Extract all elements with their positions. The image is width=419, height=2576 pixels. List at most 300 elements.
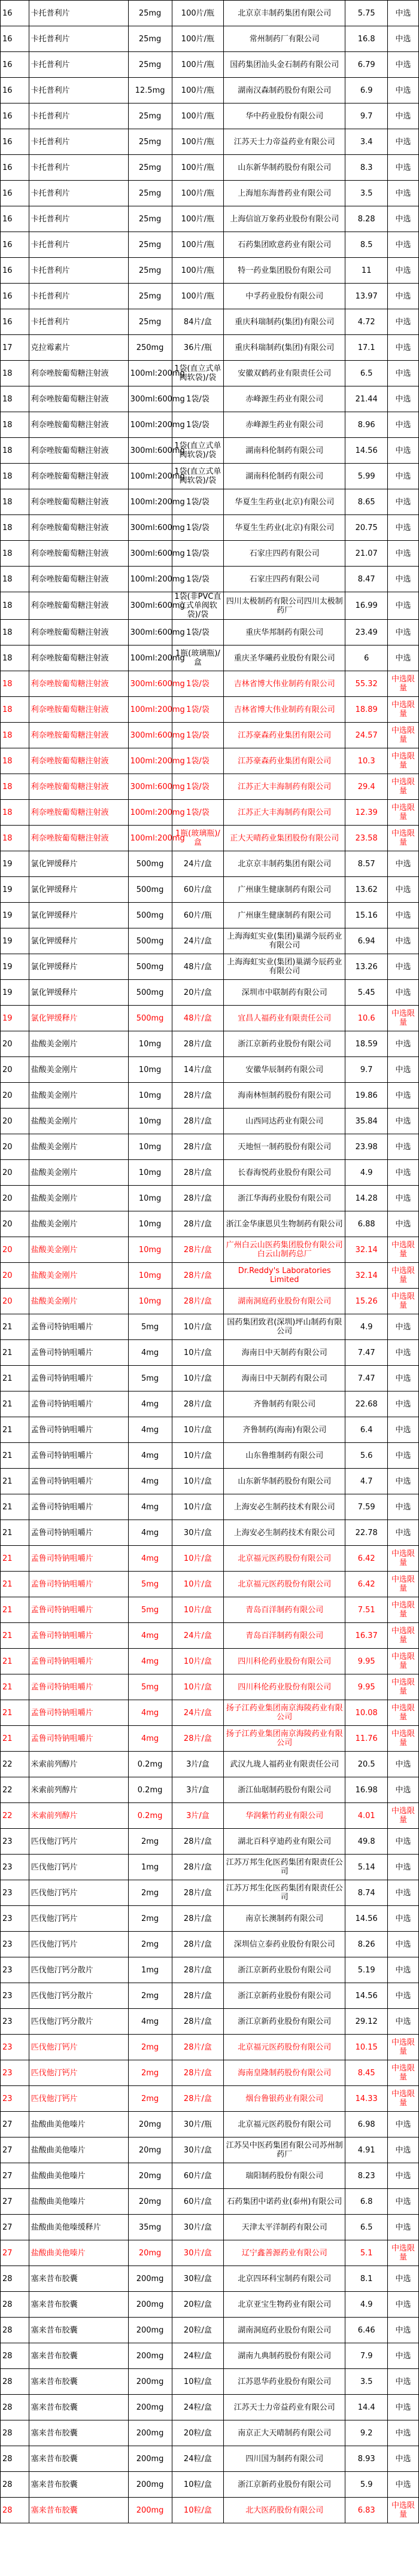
- price-cell: 4.9: [345, 2292, 388, 2318]
- price-cell: 4.9: [345, 1314, 388, 1340]
- specification-cell: 25mg: [128, 26, 172, 52]
- drug-name-cell: 卡托普利片: [29, 284, 128, 309]
- drug-name-cell: 匹伐他汀钙片: [29, 1855, 128, 1880]
- drug-name-cell: 匹伐他汀钙片: [29, 2086, 128, 2112]
- table-row: [1, 1674, 419, 1700]
- group-number-cell: 18: [1, 748, 29, 774]
- package-cell: 1袋/袋: [172, 774, 224, 800]
- price-cell: 9.95: [345, 1674, 388, 1700]
- package-cell: 28片/盒: [172, 1289, 224, 1314]
- specification-cell: 10mg: [128, 1237, 172, 1263]
- drug-name-cell: 利奈唑胺葡萄糖注射液: [29, 774, 128, 800]
- package-cell: 1瓶(玻璃瓶)/盒: [172, 826, 224, 851]
- result-cell: 中选限量: [388, 748, 419, 774]
- price-cell: 29.4: [345, 774, 388, 800]
- group-number-cell: 28: [1, 2420, 29, 2446]
- result-cell: 中选: [388, 2292, 419, 2318]
- table-row: [1, 1109, 419, 1134]
- package-cell: 30片/盒: [172, 1520, 224, 1546]
- group-number-cell: 18: [1, 438, 29, 464]
- specification-cell: 10mg: [128, 1031, 172, 1057]
- group-number-cell: 28: [1, 2343, 29, 2369]
- price-cell: 14.28: [345, 1186, 388, 1211]
- price-cell: 6.42: [345, 1572, 388, 1597]
- table-row: [1, 2420, 419, 2446]
- table-row: [1, 1700, 419, 1726]
- package-cell: 100片/瓶: [172, 129, 224, 155]
- price-cell: 6.5: [345, 2215, 388, 2240]
- result-cell: 中选: [388, 464, 419, 489]
- specification-cell: 300ml:600mg: [128, 541, 172, 567]
- drug-name-cell: 孟鲁司特钠咀嚼片: [29, 1674, 128, 1700]
- group-number-cell: 16: [1, 258, 29, 284]
- specification-cell: 4mg: [128, 1443, 172, 1469]
- company-cell: 浙江京新药业股份有限公司: [224, 2009, 345, 2035]
- package-cell: 100片/瓶: [172, 155, 224, 181]
- price-cell: 13.62: [345, 877, 388, 903]
- group-number-cell: 28: [1, 2395, 29, 2420]
- table-row: [1, 1469, 419, 1494]
- specification-cell: 100ml:200mg: [128, 826, 172, 851]
- company-cell: 浙江华海药业股份有限公司: [224, 1186, 345, 1211]
- drug-name-cell: 卡托普利片: [29, 52, 128, 78]
- drug-name-cell: 克拉霉素片: [29, 335, 128, 361]
- company-cell: 浙江金华康恩贝生物制药有限公司: [224, 1211, 345, 1237]
- drug-name-cell: 利奈唑胺葡萄糖注射液: [29, 697, 128, 723]
- package-cell: 10片/盒: [172, 1649, 224, 1674]
- drug-name-cell: 利奈唑胺葡萄糖注射液: [29, 826, 128, 851]
- price-cell: 13.97: [345, 284, 388, 309]
- drug-name-cell: 孟鲁司特钠咀嚼片: [29, 1417, 128, 1443]
- table-row: [1, 386, 419, 412]
- group-number-cell: 20: [1, 1134, 29, 1160]
- specification-cell: 25mg: [128, 129, 172, 155]
- table-row: [1, 2060, 419, 2086]
- table-row: [1, 697, 419, 723]
- drug-name-cell: 孟鲁司特钠咀嚼片: [29, 1597, 128, 1623]
- group-number-cell: 23: [1, 2086, 29, 2112]
- price-cell: 32.14: [345, 1237, 388, 1263]
- result-cell: 中选限量: [388, 2240, 419, 2266]
- specification-cell: 2mg: [128, 1906, 172, 1932]
- result-cell: 中选: [388, 2215, 419, 2240]
- company-cell: 江苏天士力帝益药业有限公司: [224, 2395, 345, 2420]
- company-cell: 赤峰源生药业有限公司: [224, 386, 345, 412]
- price-cell: 4.01: [345, 1803, 388, 1829]
- table-row: [1, 1623, 419, 1649]
- price-cell: 16.8: [345, 26, 388, 52]
- drug-name-cell: 米索前列醇片: [29, 1777, 128, 1803]
- specification-cell: 200mg: [128, 2395, 172, 2420]
- company-cell: 广州康生健康制药有限公司: [224, 903, 345, 928]
- package-cell: 28片/盒: [172, 1160, 224, 1186]
- result-cell: 中选: [388, 52, 419, 78]
- group-number-cell: 16: [1, 181, 29, 206]
- specification-cell: 2mg: [128, 1880, 172, 1906]
- table-row: [1, 2240, 419, 2266]
- table-row: [1, 1855, 419, 1880]
- drug-name-cell: 匹伐他汀钙分散片: [29, 1983, 128, 2009]
- specification-cell: 300ml:600mg: [128, 592, 172, 620]
- company-cell: 湖南洞庭药业股份有限公司: [224, 1289, 345, 1314]
- result-cell: 中选: [388, 2395, 419, 2420]
- result-cell: 中选: [388, 489, 419, 515]
- group-number-cell: 18: [1, 620, 29, 645]
- price-cell: 6.8: [345, 2189, 388, 2215]
- drug-name-cell: 利奈唑胺葡萄糖注射液: [29, 489, 128, 515]
- result-cell: 中选: [388, 954, 419, 980]
- group-number-cell: 18: [1, 567, 29, 592]
- table-row: [1, 1494, 419, 1520]
- table-row: [1, 2215, 419, 2240]
- table-row: [1, 1803, 419, 1829]
- package-cell: 1袋/袋: [172, 515, 224, 541]
- result-cell: 中选: [388, 284, 419, 309]
- group-number-cell: 18: [1, 645, 29, 671]
- company-cell: 重庆科瑞制药(集团)有限公司: [224, 335, 345, 361]
- result-cell: 中选: [388, 1057, 419, 1083]
- package-cell: 3片/盒: [172, 1803, 224, 1829]
- table-row: [1, 2163, 419, 2189]
- result-cell: 中选: [388, 1494, 419, 1520]
- drug-name-cell: 利奈唑胺葡萄糖注射液: [29, 592, 128, 620]
- drug-name-cell: 米索前列醇片: [29, 1803, 128, 1829]
- price-cell: 8.1: [345, 2266, 388, 2292]
- company-cell: 北京亚宝生物药业有限公司: [224, 2292, 345, 2318]
- specification-cell: 200mg: [128, 2266, 172, 2292]
- result-cell: 中选: [388, 1469, 419, 1494]
- table-row: [1, 181, 419, 206]
- specification-cell: 200mg: [128, 2292, 172, 2318]
- group-number-cell: 20: [1, 1211, 29, 1237]
- drug-name-cell: 卡托普利片: [29, 78, 128, 103]
- table-row: [1, 1314, 419, 1340]
- price-cell: 32.14: [345, 1263, 388, 1289]
- result-cell: 中选: [388, 1109, 419, 1134]
- price-cell: 21.07: [345, 541, 388, 567]
- price-cell: 10.08: [345, 1700, 388, 1726]
- drug-name-cell: 盐酸美金刚片: [29, 1186, 128, 1211]
- company-cell: 上海旭东海普药业有限公司: [224, 181, 345, 206]
- table-row: [1, 1649, 419, 1674]
- table-row: [1, 103, 419, 129]
- group-number-cell: 23: [1, 1829, 29, 1855]
- package-cell: 10粒/盒: [172, 2472, 224, 2498]
- result-cell: 中选: [388, 620, 419, 645]
- specification-cell: 4mg: [128, 1546, 172, 1572]
- result-cell: 中选: [388, 2137, 419, 2163]
- drug-name-cell: 匹伐他汀钙片: [29, 1880, 128, 1906]
- table-row: [1, 464, 419, 489]
- result-cell: 中选限量: [388, 1572, 419, 1597]
- package-cell: 10片/盒: [172, 1674, 224, 1700]
- package-cell: 100片/瓶: [172, 78, 224, 103]
- price-cell: 6.4: [345, 1417, 388, 1443]
- company-cell: 北京福元医药股份有限公司: [224, 2035, 345, 2060]
- company-cell: 瑞阳制药股份有限公司: [224, 2163, 345, 2189]
- specification-cell: 300ml:600mg: [128, 774, 172, 800]
- table-row: [1, 52, 419, 78]
- drug-name-cell: 卡托普利片: [29, 155, 128, 181]
- company-cell: 上海信谊万象药业股份有限公司: [224, 206, 345, 232]
- group-number-cell: 18: [1, 541, 29, 567]
- drug-name-cell: 氯化钾缓释片: [29, 928, 128, 954]
- price-cell: 15.26: [345, 1289, 388, 1314]
- company-cell: 安徽双鹤药业有限责任公司: [224, 361, 345, 386]
- company-cell: 国药集团汕头金石制药有限公司: [224, 52, 345, 78]
- result-cell: 中选: [388, 206, 419, 232]
- result-cell: 中选: [388, 1777, 419, 1803]
- result-cell: 中选: [388, 1314, 419, 1340]
- price-cell: 7.47: [345, 1366, 388, 1391]
- specification-cell: 2mg: [128, 2060, 172, 2086]
- price-cell: 20.75: [345, 515, 388, 541]
- specification-cell: 5mg: [128, 1366, 172, 1391]
- result-cell: 中选: [388, 2369, 419, 2395]
- result-cell: 中选限量: [388, 723, 419, 748]
- price-cell: 8.23: [345, 2163, 388, 2189]
- specification-cell: 10mg: [128, 1057, 172, 1083]
- price-cell: 16.98: [345, 1777, 388, 1803]
- package-cell: 20片/盒: [172, 980, 224, 1006]
- result-cell: 中选: [388, 129, 419, 155]
- result-cell: 中选: [388, 645, 419, 671]
- price-cell: 6.79: [345, 52, 388, 78]
- company-cell: 齐鲁制药(海南)有限公司: [224, 1417, 345, 1443]
- price-cell: 9.7: [345, 1057, 388, 1083]
- specification-cell: 200mg: [128, 2343, 172, 2369]
- drug-name-cell: 塞来昔布胶囊: [29, 2369, 128, 2395]
- group-number-cell: 27: [1, 2112, 29, 2137]
- result-cell: 中选: [388, 232, 419, 258]
- result-cell: 中选: [388, 1211, 419, 1237]
- table-row: [1, 78, 419, 103]
- package-cell: 10片/盒: [172, 1469, 224, 1494]
- package-cell: 30片/盒: [172, 2240, 224, 2266]
- company-cell: 山东新华制药股份有限公司: [224, 155, 345, 181]
- package-cell: 28片/盒: [172, 2060, 224, 2086]
- company-cell: 华夏生生药业(北京)有限公司: [224, 515, 345, 541]
- table-row: [1, 2009, 419, 2035]
- group-number-cell: 21: [1, 1726, 29, 1752]
- group-number-cell: 16: [1, 284, 29, 309]
- company-cell: 浙江京新药业股份有限公司: [224, 1957, 345, 1983]
- package-cell: 1袋/袋: [172, 386, 224, 412]
- price-cell: 22.68: [345, 1391, 388, 1417]
- company-cell: 华中药业股份有限公司: [224, 103, 345, 129]
- specification-cell: 2mg: [128, 2086, 172, 2112]
- table-row: [1, 592, 419, 620]
- table-row: [1, 2369, 419, 2395]
- result-cell: 中选: [388, 2472, 419, 2498]
- drug-name-cell: 盐酸曲美他嗪片: [29, 2189, 128, 2215]
- result-cell: 中选限量: [388, 697, 419, 723]
- specification-cell: 10mg: [128, 1134, 172, 1160]
- company-cell: 特一药业集团股份有限公司: [224, 258, 345, 284]
- package-cell: 28片/盒: [172, 2009, 224, 2035]
- specification-cell: 300ml:600mg: [128, 515, 172, 541]
- result-cell: 中选限量: [388, 2035, 419, 2060]
- group-number-cell: 23: [1, 1983, 29, 2009]
- price-cell: 24.57: [345, 723, 388, 748]
- specification-cell: 100ml:200mg: [128, 645, 172, 671]
- result-cell: 中选: [388, 1, 419, 26]
- drug-name-cell: 盐酸美金刚片: [29, 1109, 128, 1134]
- group-number-cell: 16: [1, 52, 29, 78]
- result-cell: 中选限量: [388, 1803, 419, 1829]
- result-cell: 中选限量: [388, 671, 419, 697]
- group-number-cell: 18: [1, 800, 29, 826]
- specification-cell: 10mg: [128, 1186, 172, 1211]
- specification-cell: 100ml:200mg: [128, 567, 172, 592]
- drug-name-cell: 利奈唑胺葡萄糖注射液: [29, 412, 128, 438]
- specification-cell: 500mg: [128, 1006, 172, 1031]
- company-cell: 江苏豪森药业集团有限公司: [224, 748, 345, 774]
- drug-name-cell: 孟鲁司特钠咀嚼片: [29, 1443, 128, 1469]
- drug-name-cell: 匹伐他汀钙片: [29, 1906, 128, 1932]
- specification-cell: 10mg: [128, 1160, 172, 1186]
- group-number-cell: 20: [1, 1057, 29, 1083]
- drug-name-cell: 盐酸曲美他嗪片: [29, 2137, 128, 2163]
- price-cell: 22.78: [345, 1520, 388, 1546]
- price-cell: 6.88: [345, 1211, 388, 1237]
- price-cell: 6.94: [345, 928, 388, 954]
- company-cell: 江苏正大丰海制药有限公司: [224, 800, 345, 826]
- table-row: [1, 1366, 419, 1391]
- price-cell: 3.5: [345, 2369, 388, 2395]
- group-number-cell: 21: [1, 1366, 29, 1391]
- result-cell: 中选: [388, 567, 419, 592]
- package-cell: 28片/盒: [172, 1855, 224, 1880]
- result-cell: 中选: [388, 2446, 419, 2472]
- group-number-cell: 27: [1, 2137, 29, 2163]
- price-cell: 8.65: [345, 489, 388, 515]
- drug-name-cell: 孟鲁司特钠咀嚼片: [29, 1340, 128, 1366]
- specification-cell: 100ml:200mg: [128, 412, 172, 438]
- company-cell: 上海海虹实业(集团)巢湖今辰药业有限公司: [224, 928, 345, 954]
- company-cell: 北京京丰制药集团有限公司: [224, 1, 345, 26]
- specification-cell: 500mg: [128, 928, 172, 954]
- drug-name-cell: 卡托普利片: [29, 258, 128, 284]
- group-number-cell: 28: [1, 2369, 29, 2395]
- table-row: [1, 2472, 419, 2498]
- group-number-cell: 27: [1, 2189, 29, 2215]
- specification-cell: 2mg: [128, 1829, 172, 1855]
- drug-name-cell: 氯化钾缓释片: [29, 903, 128, 928]
- specification-cell: 10mg: [128, 1211, 172, 1237]
- company-cell: 南京正大天晴制药有限公司: [224, 2420, 345, 2446]
- drug-name-cell: 盐酸美金刚片: [29, 1211, 128, 1237]
- company-cell: 海南日中天制药有限公司: [224, 1340, 345, 1366]
- table-row: [1, 2137, 419, 2163]
- table-row: [1, 1597, 419, 1623]
- result-cell: 中选限量: [388, 1263, 419, 1289]
- drug-name-cell: 盐酸美金刚片: [29, 1083, 128, 1109]
- drug-name-cell: 利奈唑胺葡萄糖注射液: [29, 723, 128, 748]
- company-cell: 武汉九珑人福药业有限责任公司: [224, 1752, 345, 1777]
- group-number-cell: 16: [1, 78, 29, 103]
- table-row: [1, 2343, 419, 2369]
- specification-cell: 100ml:200mg: [128, 697, 172, 723]
- drug-name-cell: 氯化钾缓释片: [29, 877, 128, 903]
- price-cell: 8.93: [345, 2446, 388, 2472]
- result-cell: 中选限量: [388, 2086, 419, 2112]
- company-cell: 海南林恒制药股份有限公司: [224, 1083, 345, 1109]
- result-cell: 中选: [388, 1880, 419, 1906]
- specification-cell: 4mg: [128, 1623, 172, 1649]
- company-cell: 国药集团致君(深圳)坪山制药有限公司: [224, 1314, 345, 1340]
- package-cell: 100片/瓶: [172, 206, 224, 232]
- drug-name-cell: 孟鲁司特钠咀嚼片: [29, 1649, 128, 1674]
- drug-name-cell: 孟鲁司特钠咀嚼片: [29, 1469, 128, 1494]
- table-row: [1, 1726, 419, 1752]
- group-number-cell: 18: [1, 671, 29, 697]
- price-cell: 7.51: [345, 1597, 388, 1623]
- table-row: [1, 1031, 419, 1057]
- package-cell: 1袋/袋: [172, 489, 224, 515]
- package-cell: 60片/盒: [172, 2189, 224, 2215]
- specification-cell: 300ml:600mg: [128, 438, 172, 464]
- package-cell: 60片/瓶: [172, 903, 224, 928]
- result-cell: 中选: [388, 155, 419, 181]
- result-cell: 中选限量: [388, 774, 419, 800]
- group-number-cell: 21: [1, 1469, 29, 1494]
- group-number-cell: 21: [1, 1520, 29, 1546]
- company-cell: 湖北百科亨迪药业有限公司: [224, 1829, 345, 1855]
- specification-cell: 4mg: [128, 2009, 172, 2035]
- specification-cell: 1mg: [128, 1855, 172, 1880]
- company-cell: 山东新华制药股份有限公司: [224, 1469, 345, 1494]
- group-number-cell: 21: [1, 1546, 29, 1572]
- table-row: [1, 2086, 419, 2112]
- result-cell: 中选: [388, 2189, 419, 2215]
- package-cell: 28片/盒: [172, 1186, 224, 1211]
- price-cell: 7.47: [345, 1340, 388, 1366]
- drug-name-cell: 卡托普利片: [29, 1, 128, 26]
- company-cell: 齐鲁制药有限公司: [224, 1391, 345, 1417]
- package-cell: 28片/盒: [172, 1880, 224, 1906]
- specification-cell: 500mg: [128, 851, 172, 877]
- package-cell: 1袋(直立式单阀软袋)/袋: [172, 361, 224, 386]
- table-row: [1, 258, 419, 284]
- price-cell: 11.76: [345, 1726, 388, 1752]
- table-row: [1, 541, 419, 567]
- package-cell: 24片/盒: [172, 1623, 224, 1649]
- group-number-cell: 16: [1, 129, 29, 155]
- company-cell: 江苏万邦生化医药集团有限责任公司: [224, 1855, 345, 1880]
- drug-name-cell: 利奈唑胺葡萄糖注射液: [29, 671, 128, 697]
- result-cell: 中选: [388, 438, 419, 464]
- price-cell: 8.57: [345, 851, 388, 877]
- company-cell: 浙江京新药业股份有限公司: [224, 2472, 345, 2498]
- package-cell: 10片/盒: [172, 1366, 224, 1391]
- group-number-cell: 21: [1, 1623, 29, 1649]
- package-cell: 10片/盒: [172, 1546, 224, 1572]
- result-cell: 中选: [388, 26, 419, 52]
- package-cell: 10粒/盒: [172, 2369, 224, 2395]
- price-cell: 6.5: [345, 361, 388, 386]
- table-row: [1, 335, 419, 361]
- drug-name-cell: 利奈唑胺葡萄糖注射液: [29, 515, 128, 541]
- table-row: [1, 567, 419, 592]
- result-cell: 中选限量: [388, 1006, 419, 1031]
- price-cell: 6.9: [345, 78, 388, 103]
- table-row: [1, 954, 419, 980]
- table-row: [1, 645, 419, 671]
- table-row: [1, 1263, 419, 1289]
- package-cell: 1袋/袋: [172, 748, 224, 774]
- package-cell: 100片/瓶: [172, 284, 224, 309]
